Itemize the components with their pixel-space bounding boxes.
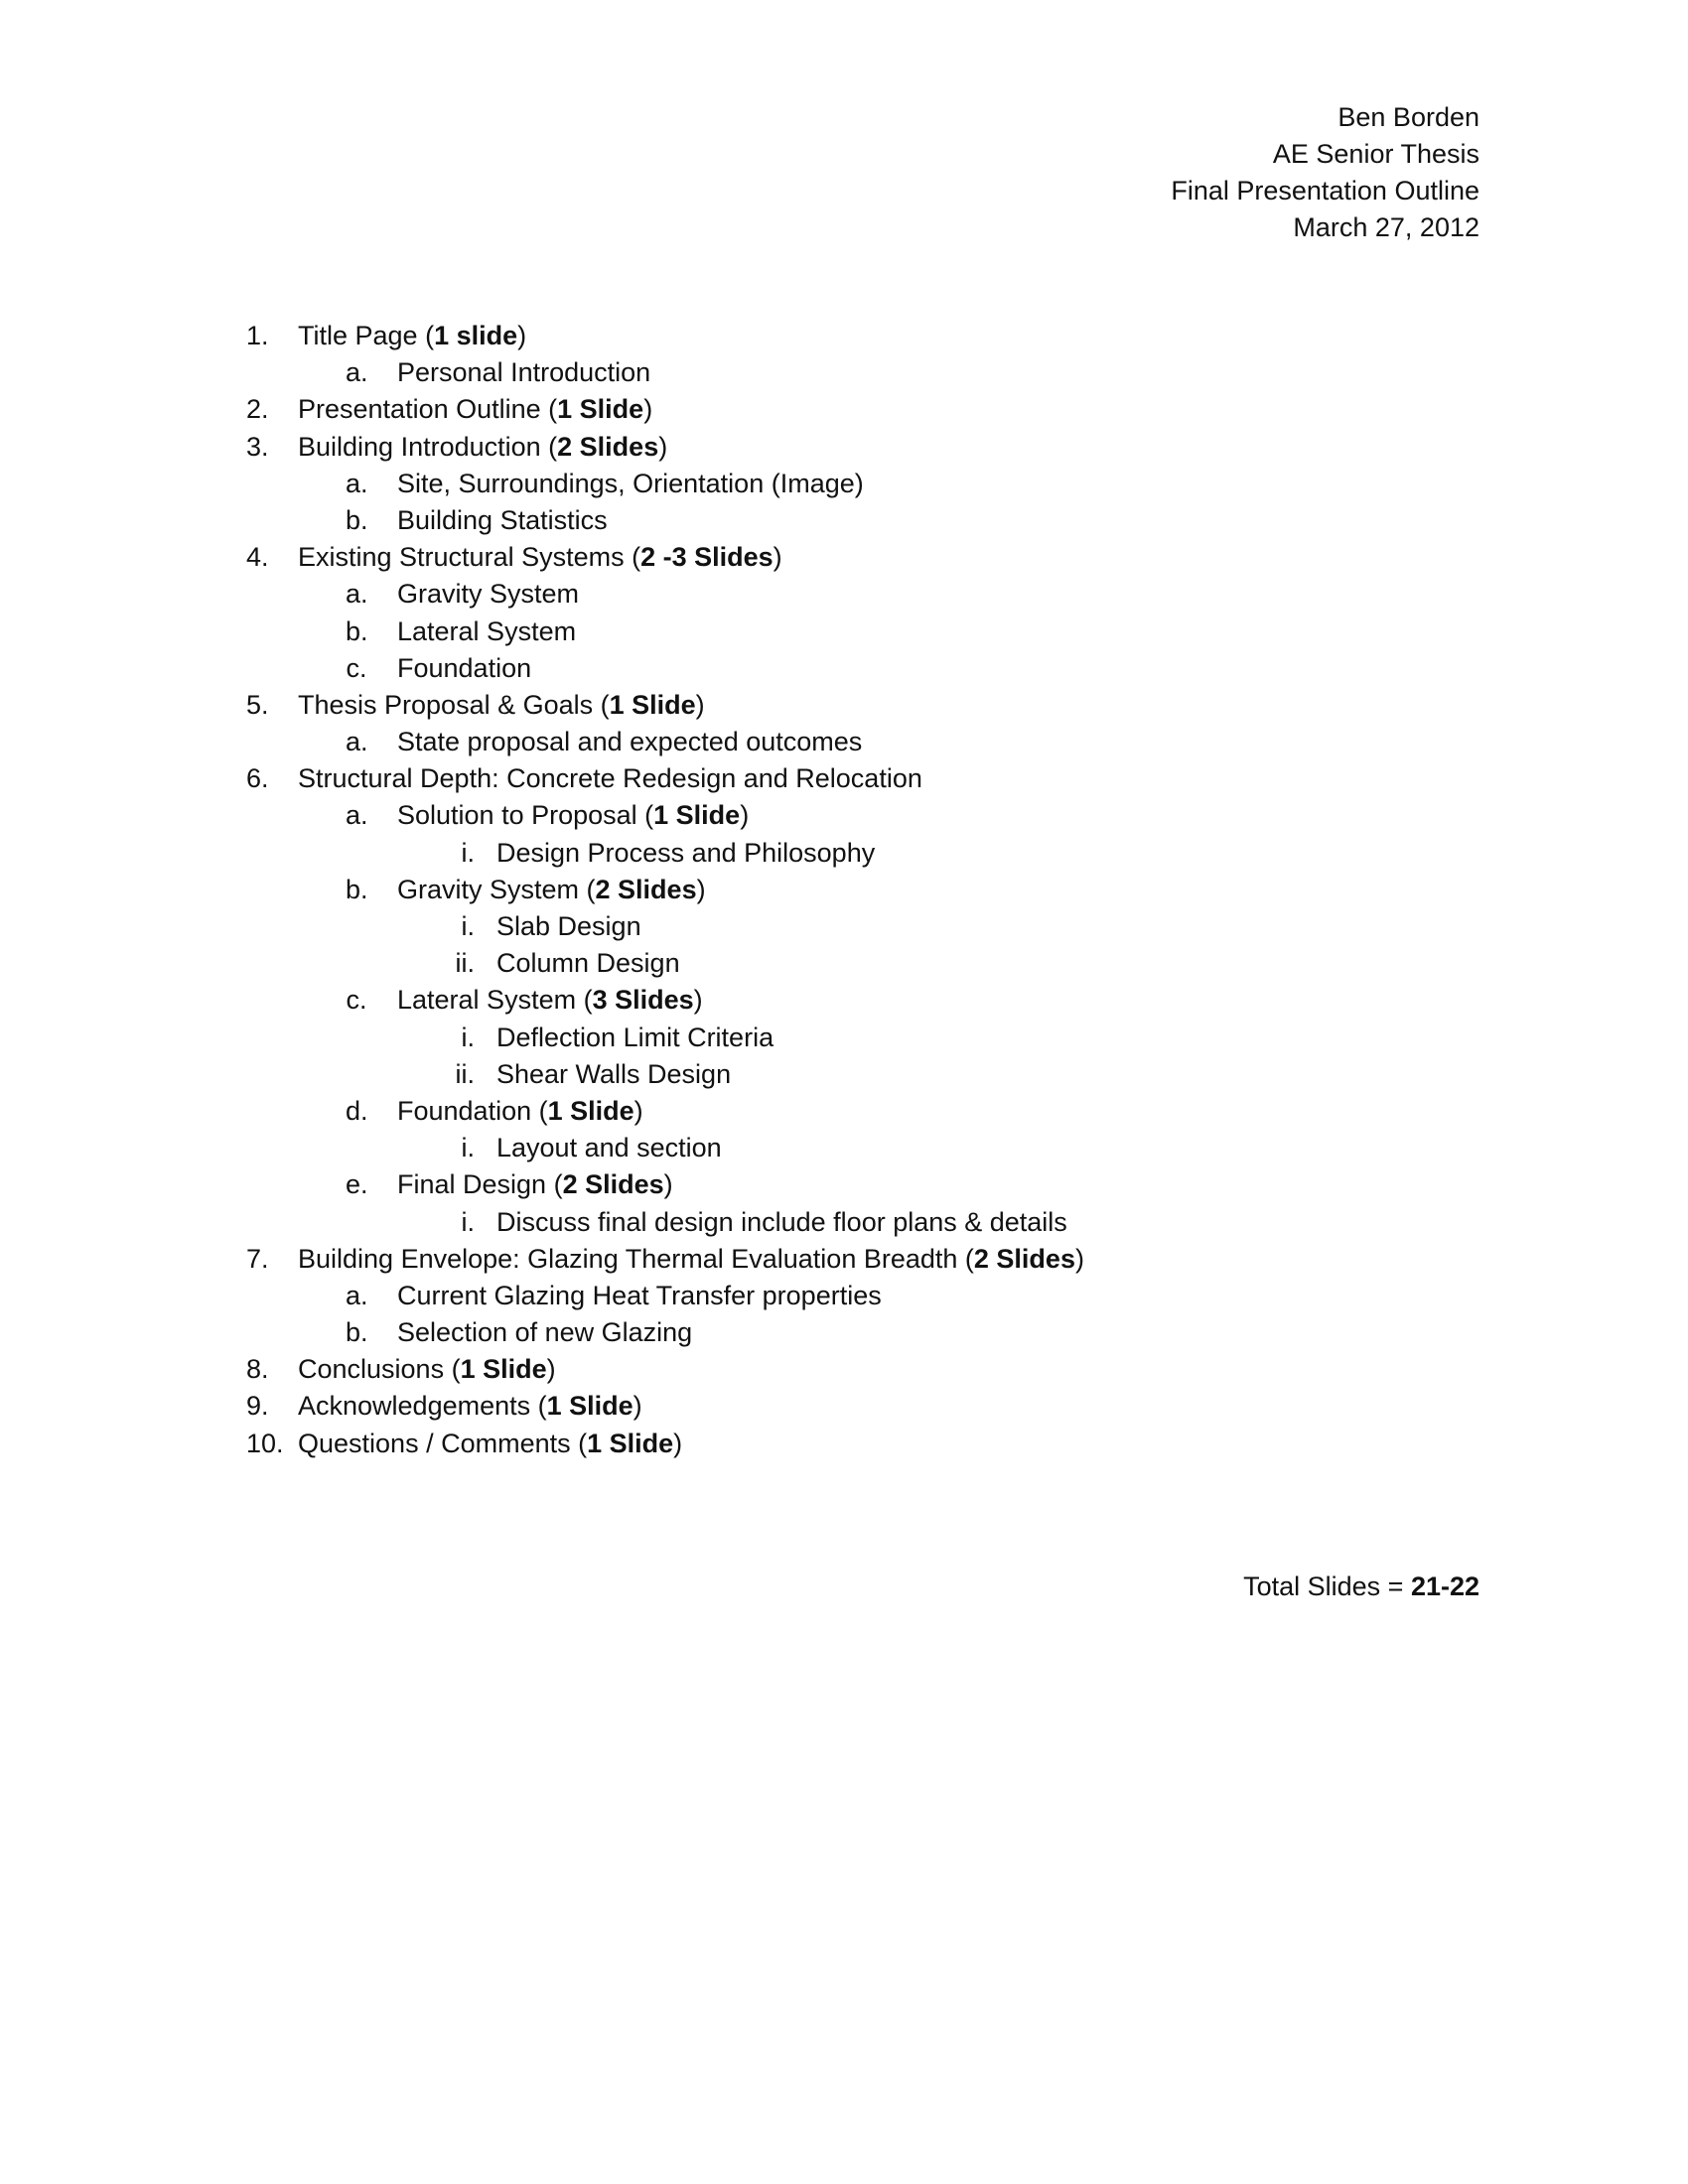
outline-item-level-1 [246, 318, 1438, 354]
slide-count: 1 Slide [653, 800, 741, 831]
slide-count: 1 Slide [460, 1354, 547, 1385]
slide-count: 2 Slides [562, 1169, 664, 1200]
outline-item-marker: b. [346, 615, 368, 646]
outline-item-marker: 7. [246, 1243, 269, 1274]
outline-item-text [496, 1204, 1067, 1241]
outline-item-level-2 [246, 614, 1438, 650]
outline-item-level-2 [246, 1166, 1438, 1203]
outline-item-closing: ) [696, 874, 706, 904]
document-title: Final Presentation Outline [1171, 176, 1479, 205]
outline-item-marker: a. [346, 357, 368, 388]
outline-item-marker: a. [346, 800, 368, 831]
outline-item-level-3 [246, 835, 1438, 872]
outline-item-marker: 3. [246, 431, 269, 462]
outline-item-text [397, 502, 608, 539]
outline-item-label: Presentation Outline ( [298, 394, 558, 425]
outline-item-text [397, 872, 706, 908]
outline-item-level-1 [246, 1426, 1438, 1462]
outline-item-label: Conclusions ( [298, 1354, 461, 1385]
outline-item-label: Current Glazing Heat Transfer properties [397, 1280, 882, 1310]
outline-item-level-2 [246, 1314, 1438, 1351]
outline-item-level-2 [246, 872, 1438, 908]
slide-count: 1 slide [434, 321, 518, 350]
outline-item-level-3 [246, 908, 1438, 945]
outline-item-text [298, 539, 782, 576]
outline-item-text [298, 1426, 682, 1462]
outline-item-level-3 [246, 1020, 1438, 1056]
slide-count: 2 -3 Slides [640, 542, 774, 573]
outline-item-text [496, 1056, 731, 1093]
outline-item-text [397, 724, 862, 760]
outline-item-marker: b. [346, 1317, 368, 1348]
outline-item-closing: ) [773, 542, 782, 573]
total-slides-value: 21-22 [1410, 1571, 1479, 1601]
outline-item-closing: ) [633, 1095, 643, 1126]
slide-count: 1 Slide [609, 689, 696, 720]
outline-item-level-1 [246, 391, 1438, 428]
outline-item-label: Layout and section [496, 1133, 722, 1163]
outline-item-text [496, 908, 641, 945]
outline-item-marker: 9. [246, 1391, 269, 1422]
outline-item-text [496, 1020, 774, 1056]
outline-item-closing: ) [673, 1428, 683, 1458]
slide-count: 3 Slides [592, 985, 694, 1016]
outline-item-closing: ) [658, 431, 668, 462]
outline-item-marker: 4. [246, 542, 269, 573]
outline-item-level-1 [246, 1351, 1438, 1388]
outline-item-marker: b. [346, 504, 368, 535]
outline-item-closing: ) [663, 1169, 673, 1200]
outline-item-text [397, 1278, 882, 1314]
outline-item-marker: e. [346, 1169, 368, 1200]
outline-item-text [298, 1241, 1084, 1278]
outline-item-level-1 [246, 687, 1438, 724]
slide-count: 2 Slides [973, 1243, 1075, 1274]
outline-item-marker: i. [461, 1133, 475, 1163]
outline-item-label: Slab Design [496, 911, 641, 941]
outline-item-level-1 [246, 760, 1438, 797]
outline-item-label: Structural Depth: Concrete Redesign and Relocation [298, 763, 922, 794]
slide-count: 1 Slide [557, 394, 644, 425]
outline-item-marker: i. [461, 1022, 475, 1052]
outline-item-marker: 10. [246, 1428, 284, 1458]
outline-item-text [298, 429, 667, 466]
outline-item-level-2 [246, 797, 1438, 834]
outline-item-level-2 [246, 466, 1438, 502]
outline-item-marker: i. [461, 911, 475, 941]
outline-item-label: Foundation [397, 652, 532, 683]
outline-item-text [397, 1166, 673, 1203]
outline-item-marker: 5. [246, 689, 269, 720]
outline-item-marker: i. [461, 837, 475, 868]
outline-item-label: Lateral System ( [397, 985, 593, 1016]
outline-item-marker: a. [346, 1280, 368, 1310]
outline-item-label: Gravity System [397, 579, 580, 610]
document-header [1171, 99, 1479, 246]
outline-item-level-3 [246, 945, 1438, 982]
outline-item-text [496, 835, 875, 872]
outline-item-text [298, 760, 922, 797]
outline-item-text [397, 354, 650, 391]
outline-item-marker: c. [346, 985, 367, 1016]
outline-item-closing: ) [546, 1354, 556, 1385]
outline-item-label: Site, Surroundings, Orientation (Image) [397, 468, 864, 498]
slide-count: 2 Slides [595, 874, 697, 904]
outline-item-label: Questions / Comments ( [298, 1428, 588, 1458]
outline-item-text [397, 797, 749, 834]
outline-item-label: State proposal and expected outcomes [397, 727, 863, 757]
outline-item-marker: 1. [246, 321, 269, 350]
outline-item-label: Column Design [496, 948, 680, 979]
outline-item-label: Thesis Proposal & Goals ( [298, 689, 610, 720]
outline-item-text [298, 318, 526, 354]
outline-item-label: Deflection Limit Criteria [496, 1022, 774, 1052]
outline-item-level-2 [246, 1278, 1438, 1314]
outline-item-marker: 2. [246, 394, 269, 425]
outline-item-text [298, 687, 705, 724]
outline-item-marker: a. [346, 579, 368, 610]
outline-item-level-2 [246, 502, 1438, 539]
outline-item-text [496, 945, 680, 982]
outline-item-level-2 [246, 650, 1438, 687]
outline-item-level-1 [246, 429, 1438, 466]
outline-item-marker: 8. [246, 1354, 269, 1385]
outline-item-marker: a. [346, 727, 368, 757]
outline-item-text [298, 1388, 642, 1425]
outline-item-closing: ) [693, 985, 703, 1016]
outline-item-label: Title Page ( [298, 321, 435, 350]
outline-item-label: Design Process and Philosophy [496, 837, 876, 868]
total-slides-label: Total Slides = [1243, 1571, 1411, 1601]
outline-item-marker: c. [346, 652, 367, 683]
outline-item-label: Final Design ( [397, 1169, 563, 1200]
outline-item-text [397, 466, 864, 502]
outline-item-label: Building Envelope: Glazing Thermal Evaluation Breadth ( [298, 1243, 974, 1274]
outline-item-text [298, 1351, 556, 1388]
outline-item-closing: ) [695, 689, 705, 720]
outline-item-label: Selection of new Glazing [397, 1317, 693, 1348]
outline-item-marker: a. [346, 468, 368, 498]
slide-count: 1 Slide [587, 1428, 674, 1458]
outline-item-label: Building Introduction ( [298, 431, 558, 462]
outline-item-level-1 [246, 539, 1438, 576]
presentation-outline-list [246, 318, 1438, 1462]
outline-item-text [397, 576, 579, 613]
outline-item-level-1 [246, 1388, 1438, 1425]
slide-count: 2 Slides [557, 431, 659, 462]
outline-item-closing: ) [517, 321, 527, 350]
outline-item-label: Shear Walls Design [496, 1058, 732, 1089]
outline-item-text [397, 1314, 692, 1351]
outline-item-level-2 [246, 1093, 1438, 1130]
outline-item-level-2 [246, 982, 1438, 1019]
outline-item-closing: ) [643, 394, 653, 425]
outline-item-label: Personal Introduction [397, 357, 651, 388]
outline-item-closing: ) [633, 1391, 642, 1422]
outline-item-marker: 6. [246, 763, 269, 794]
outline-item-label: Lateral System [397, 615, 577, 646]
outline-item-level-2 [246, 724, 1438, 760]
outline-item-level-2 [246, 576, 1438, 613]
outline-item-label: Solution to Proposal ( [397, 800, 654, 831]
total-slides [1243, 1569, 1479, 1605]
outline-item-level-3 [246, 1204, 1438, 1241]
outline-item-label: Discuss final design include floor plans & details [496, 1206, 1067, 1237]
outline-item-marker: ii. [455, 1058, 475, 1089]
slide-count: 1 Slide [547, 1095, 634, 1126]
outline-item-text [496, 1130, 722, 1166]
outline-item-text [397, 614, 576, 650]
outline-item-marker: d. [346, 1095, 368, 1126]
outline-item-level-1 [246, 1241, 1438, 1278]
author-name: Ben Borden [1337, 102, 1479, 132]
slide-count: 1 Slide [546, 1391, 633, 1422]
outline-item-marker: ii. [455, 948, 475, 979]
outline-item-level-3 [246, 1130, 1438, 1166]
course-name: AE Senior Thesis [1272, 139, 1479, 169]
outline-item-closing: ) [740, 800, 750, 831]
outline-item-marker: b. [346, 874, 368, 904]
outline-item-text [397, 1093, 643, 1130]
outline-item-text [397, 982, 703, 1019]
outline-item-label: Existing Structural Systems ( [298, 542, 641, 573]
document-date: March 27, 2012 [1293, 212, 1479, 242]
outline-item-label: Acknowledgements ( [298, 1391, 547, 1422]
outline-item-text [397, 650, 531, 687]
outline-item-label: Foundation ( [397, 1095, 548, 1126]
outline-item-text [298, 391, 652, 428]
outline-item-label: Gravity System ( [397, 874, 596, 904]
outline-item-closing: ) [1074, 1243, 1084, 1274]
outline-item-marker: i. [461, 1206, 475, 1237]
outline-item-level-3 [246, 1056, 1438, 1093]
outline-item-level-2 [246, 354, 1438, 391]
outline-item-label: Building Statistics [397, 504, 608, 535]
